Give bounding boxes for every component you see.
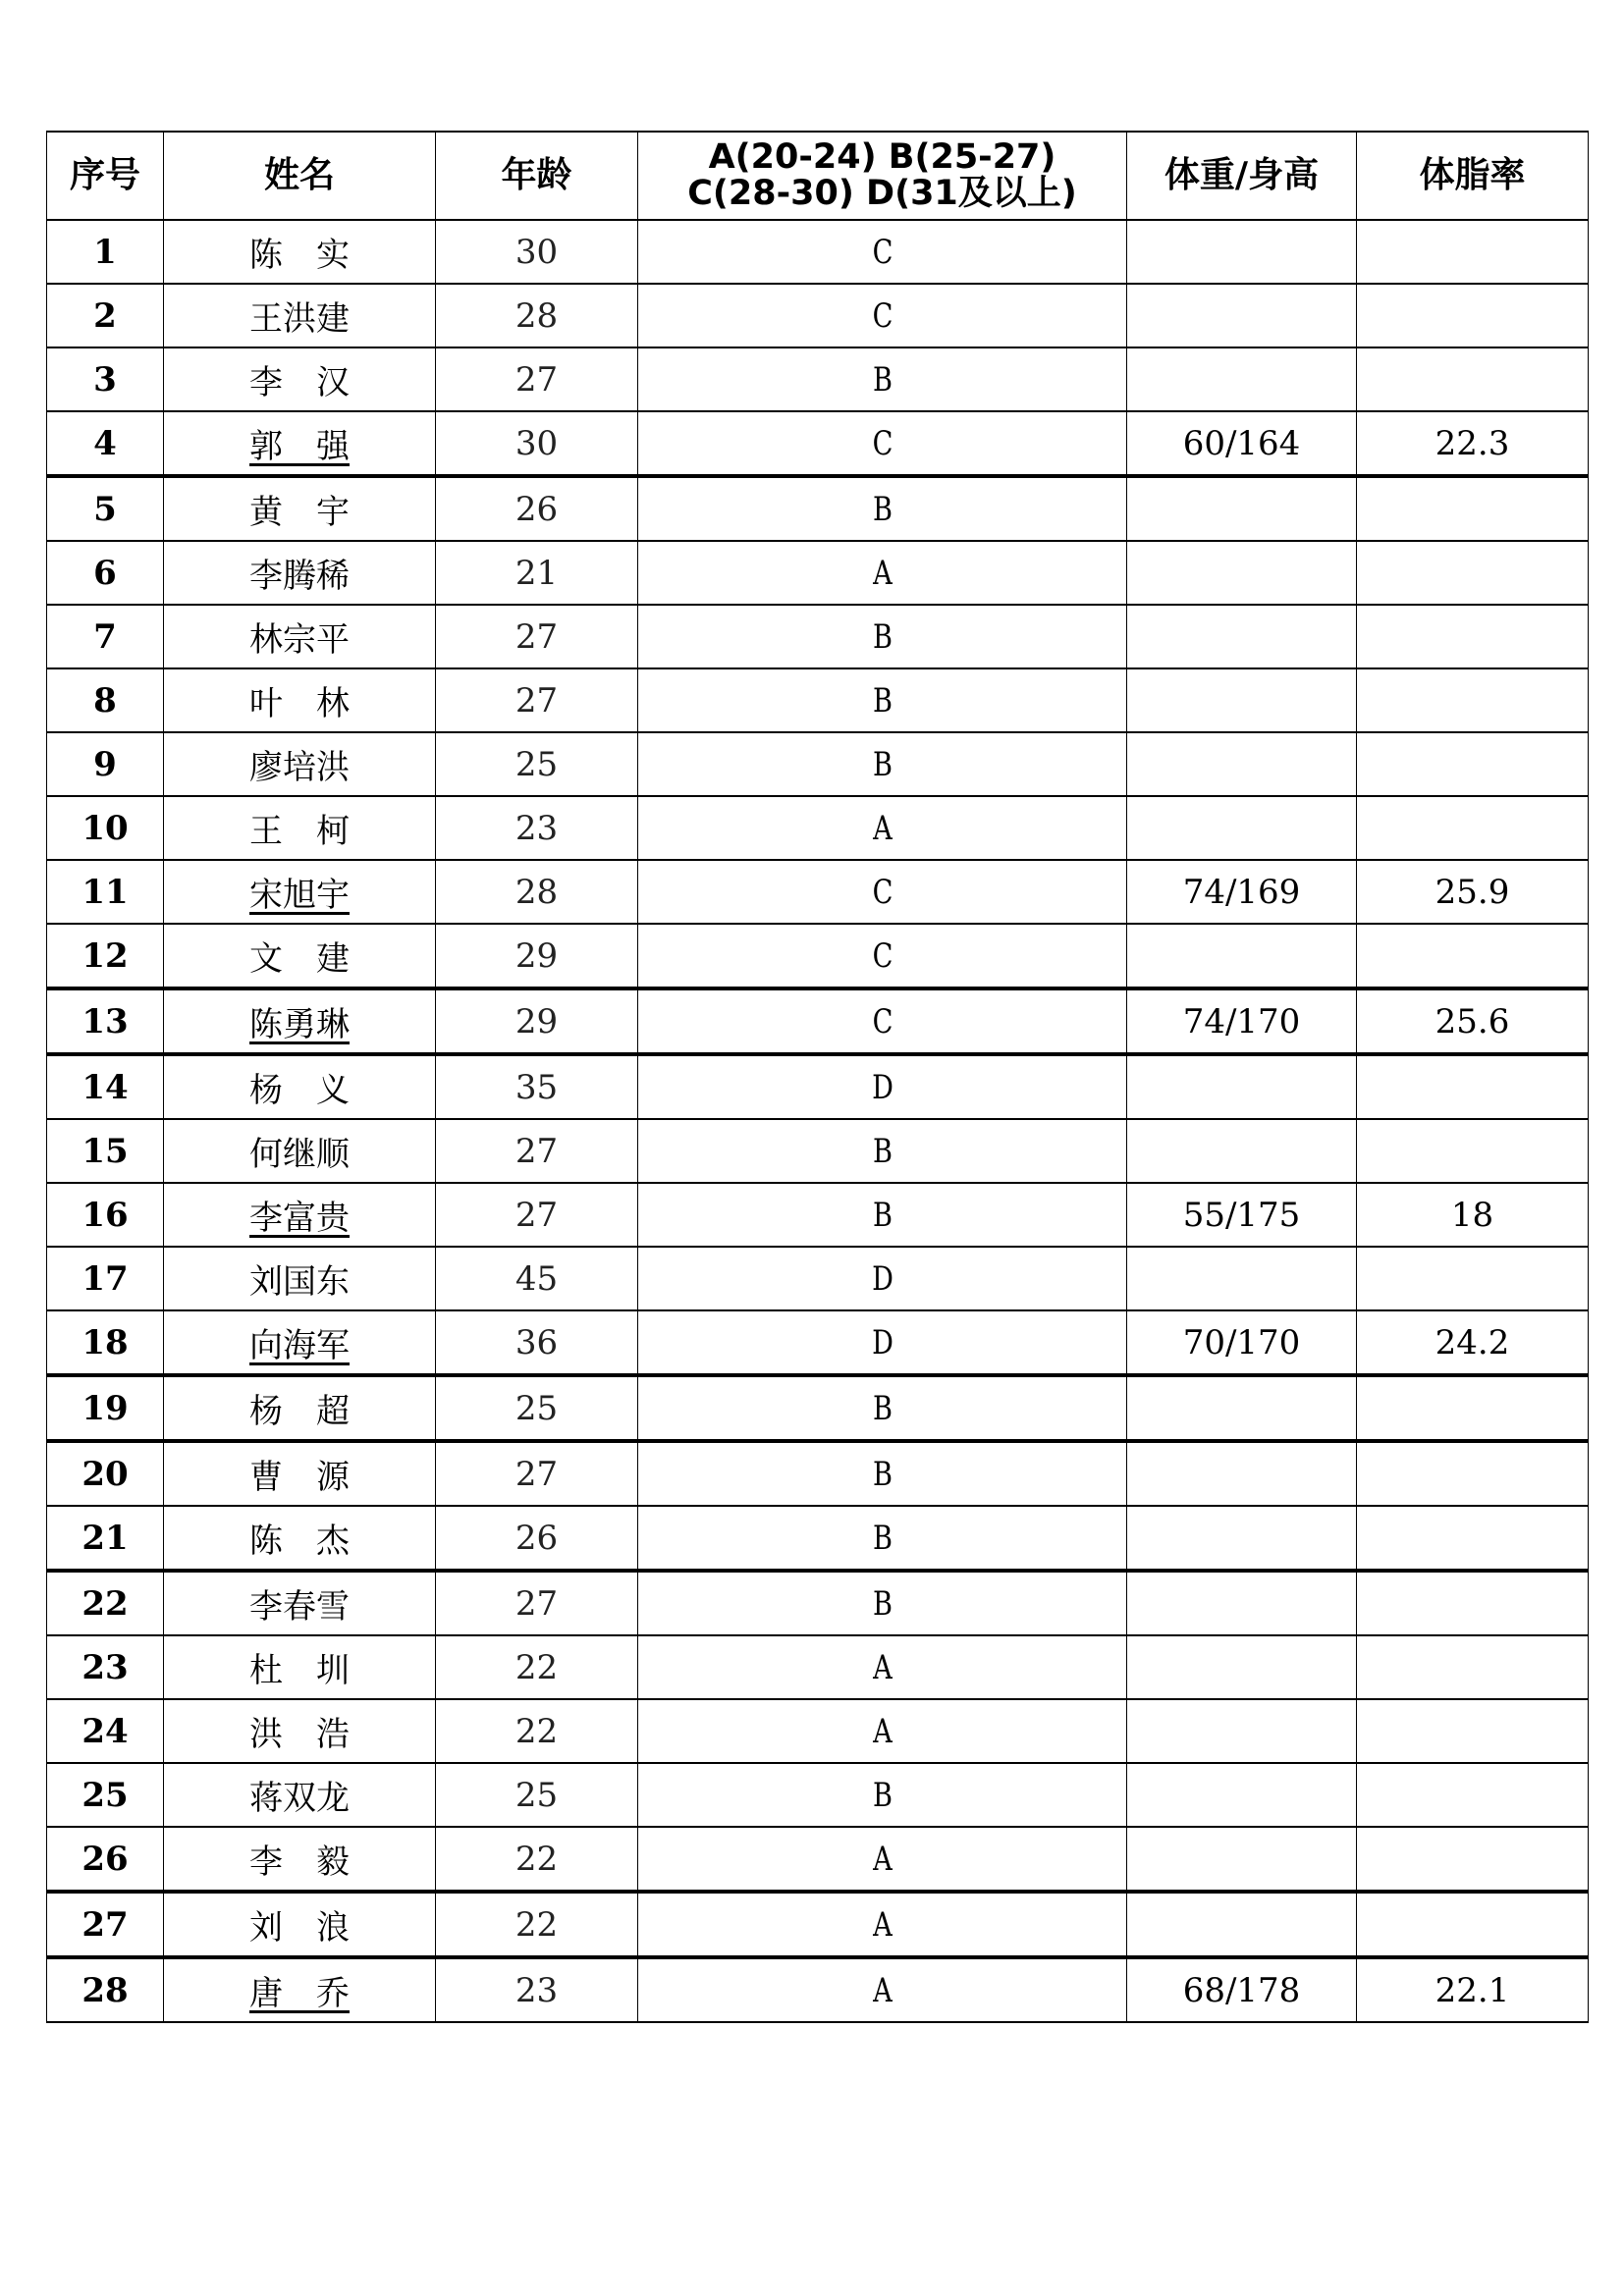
cell-index: 15: [47, 1119, 164, 1183]
cell-weight-height: [1127, 1699, 1357, 1763]
cell-body-fat: 22.3: [1357, 411, 1589, 476]
cell-name: [164, 1375, 436, 1441]
cell-body-fat: [1357, 1699, 1589, 1763]
cell-weight-height: [1127, 476, 1357, 541]
table-row: [47, 668, 1589, 732]
cell-name: [164, 1827, 436, 1892]
cell-index: 11: [47, 860, 164, 924]
cell-body-fat: [1357, 1247, 1589, 1310]
cell-name: [164, 1635, 436, 1699]
cell-index: 27: [47, 1892, 164, 1957]
cell-body-fat: [1357, 1054, 1589, 1119]
table-row: [47, 220, 1589, 284]
cell-name: [164, 1763, 436, 1827]
cell-body-fat: 25.9: [1357, 860, 1589, 924]
cell-name: [164, 732, 436, 796]
table-row: [47, 1827, 1589, 1892]
cell-body-fat: [1357, 1119, 1589, 1183]
cell-name: [164, 988, 436, 1054]
cell-age: 27: [436, 605, 638, 668]
cell-age-group: C: [686, 284, 1077, 347]
cell-weight-height: [1127, 1892, 1357, 1957]
cell-weight-height: [1127, 1119, 1357, 1183]
cell-weight-height: 55/175: [1127, 1183, 1357, 1247]
cell-index: 10: [47, 796, 164, 860]
name-text: 黄 宇: [249, 493, 350, 532]
name-text: 李 毅: [249, 1842, 350, 1882]
cell-age: 45: [436, 1247, 638, 1310]
cell-weight-height: [1127, 924, 1357, 988]
cell-body-fat: [1357, 732, 1589, 796]
cell-weight-height: [1127, 1247, 1357, 1310]
cell-body-fat: [1357, 1571, 1589, 1635]
cell-body-fat: 24.2: [1357, 1310, 1589, 1375]
cell-index: 19: [47, 1375, 164, 1441]
cell-weight-height: [1127, 1506, 1357, 1571]
cell-age-group: A: [686, 1827, 1077, 1892]
cell-name: [164, 1310, 436, 1375]
name-text: 杨 义: [249, 1071, 350, 1110]
cell-index: 26: [47, 1827, 164, 1892]
cell-age: 27: [436, 1441, 638, 1506]
table-row: [47, 1506, 1589, 1571]
table-row: [47, 796, 1589, 860]
cell-weight-height: [1127, 796, 1357, 860]
cell-age-group: D: [686, 1310, 1077, 1375]
name-text: 何继顺: [249, 1135, 350, 1174]
cell-name: [164, 1054, 436, 1119]
name-text: 唐 乔: [249, 1974, 350, 2013]
cell-age: 23: [436, 796, 638, 860]
table-row: [47, 732, 1589, 796]
cell-age-group: B: [686, 1506, 1077, 1571]
cell-name: [164, 1247, 436, 1310]
name-text: 宋旭宇: [249, 876, 350, 915]
cell-body-fat: [1357, 1441, 1589, 1506]
cell-age: 27: [436, 347, 638, 411]
cell-name: [164, 1506, 436, 1571]
cell-age-group: D: [686, 1247, 1077, 1310]
cell-index: 3: [47, 347, 164, 411]
cell-age: 29: [436, 988, 638, 1054]
cell-index: 28: [47, 1957, 164, 2022]
cell-index: 21: [47, 1506, 164, 1571]
cell-name: [164, 1957, 436, 2022]
cell-index: 25: [47, 1763, 164, 1827]
cell-weight-height: [1127, 732, 1357, 796]
cell-age-group: C: [686, 411, 1077, 476]
cell-age: 29: [436, 924, 638, 988]
table-row: [47, 1247, 1589, 1310]
cell-age-group: B: [686, 1441, 1077, 1506]
cell-age-group: C: [686, 860, 1077, 924]
table-row: [47, 541, 1589, 605]
cell-name: [164, 1119, 436, 1183]
cell-index: 24: [47, 1699, 164, 1763]
cell-body-fat: 18: [1357, 1183, 1589, 1247]
cell-age: 23: [436, 1957, 638, 2022]
cell-index: 1: [47, 220, 164, 284]
table-row: [47, 988, 1589, 1054]
table-row: [47, 1635, 1589, 1699]
cell-index: 18: [47, 1310, 164, 1375]
cell-age-group: B: [686, 476, 1077, 541]
table-row: [47, 1183, 1589, 1247]
cell-weight-height: 68/178: [1127, 1957, 1357, 2022]
name-text: 洪 浩: [249, 1715, 350, 1754]
cell-index: 23: [47, 1635, 164, 1699]
cell-age-group: D: [686, 1054, 1077, 1119]
name-text: 王洪建: [249, 299, 350, 339]
cell-body-fat: [1357, 1763, 1589, 1827]
name-text: 林宗平: [249, 620, 350, 660]
name-text: 叶 林: [249, 684, 350, 723]
cell-age: 30: [436, 220, 638, 284]
cell-age: 25: [436, 732, 638, 796]
table-row: [47, 1763, 1589, 1827]
cell-age-group: B: [686, 1119, 1077, 1183]
header-age-group-line1: A(20-24) B(25-27): [708, 137, 1056, 177]
cell-age-group: B: [686, 1375, 1077, 1441]
cell-name: [164, 668, 436, 732]
name-text: 蒋双龙: [249, 1779, 350, 1818]
cell-index: 2: [47, 284, 164, 347]
table-row: [47, 1892, 1589, 1957]
name-text: 杜 圳: [249, 1651, 350, 1690]
cell-age-group: A: [686, 1635, 1077, 1699]
table-row: [47, 924, 1589, 988]
roster-table: [46, 131, 1589, 2023]
cell-weight-height: 74/169: [1127, 860, 1357, 924]
table-row: [47, 284, 1589, 347]
cell-name: [164, 1571, 436, 1635]
cell-age-group: A: [686, 1957, 1077, 2022]
cell-body-fat: [1357, 796, 1589, 860]
cell-weight-height: [1127, 1827, 1357, 1892]
cell-body-fat: [1357, 1506, 1589, 1571]
cell-weight-height: [1127, 220, 1357, 284]
name-text: 李腾稀: [249, 557, 350, 596]
cell-age: 26: [436, 1506, 638, 1571]
cell-body-fat: 22.1: [1357, 1957, 1589, 2022]
cell-age: 35: [436, 1054, 638, 1119]
cell-weight-height: 60/164: [1127, 411, 1357, 476]
cell-index: 12: [47, 924, 164, 988]
name-text: 刘 浪: [249, 1908, 350, 1948]
cell-weight-height: [1127, 1054, 1357, 1119]
cell-age: 25: [436, 1375, 638, 1441]
table-row: [47, 605, 1589, 668]
header-index: 序号: [47, 132, 164, 220]
name-text: 陈勇琳: [249, 1005, 350, 1044]
cell-index: 14: [47, 1054, 164, 1119]
cell-name: [164, 796, 436, 860]
name-text: 杨 超: [249, 1392, 350, 1431]
header-row: [47, 132, 1589, 220]
cell-index: 5: [47, 476, 164, 541]
cell-weight-height: [1127, 541, 1357, 605]
table-row: [47, 1119, 1589, 1183]
cell-body-fat: [1357, 284, 1589, 347]
cell-name: [164, 605, 436, 668]
cell-index: 9: [47, 732, 164, 796]
cell-name: [164, 924, 436, 988]
cell-age-group: A: [686, 796, 1077, 860]
cell-weight-height: [1127, 1375, 1357, 1441]
cell-age: 25: [436, 1763, 638, 1827]
cell-weight-height: [1127, 668, 1357, 732]
cell-age-group: B: [686, 732, 1077, 796]
name-text: 李富贵: [249, 1199, 350, 1238]
table-row: [47, 1441, 1589, 1506]
cell-index: 4: [47, 411, 164, 476]
cell-index: 6: [47, 541, 164, 605]
cell-age-group: A: [686, 1892, 1077, 1957]
cell-body-fat: [1357, 605, 1589, 668]
table-row: [47, 1054, 1589, 1119]
cell-age-group: B: [686, 605, 1077, 668]
header-age-group-line2: C(28-30) D(31及以上): [687, 174, 1077, 213]
cell-age-group: C: [686, 220, 1077, 284]
table-row: [47, 1957, 1589, 2022]
cell-age: 22: [436, 1635, 638, 1699]
cell-age-group: B: [686, 668, 1077, 732]
name-text: 文 建: [249, 939, 350, 979]
cell-weight-height: [1127, 284, 1357, 347]
cell-weight-height: [1127, 1763, 1357, 1827]
header-body-fat: 体脂率: [1357, 132, 1589, 220]
table-row: [47, 860, 1589, 924]
cell-body-fat: [1357, 541, 1589, 605]
cell-age: 22: [436, 1892, 638, 1957]
name-text: 陈 杰: [249, 1522, 350, 1561]
header-weight-height: 体重/身高: [1127, 132, 1357, 220]
name-text: 李春雪: [249, 1587, 350, 1627]
cell-age: 27: [436, 1119, 638, 1183]
name-text: 廖培洪: [249, 748, 350, 787]
cell-age: 28: [436, 860, 638, 924]
cell-weight-height: [1127, 1571, 1357, 1635]
cell-name: [164, 220, 436, 284]
cell-weight-height: 70/170: [1127, 1310, 1357, 1375]
cell-index: 22: [47, 1571, 164, 1635]
header-age: 年龄: [436, 132, 638, 220]
cell-age: 22: [436, 1827, 638, 1892]
cell-body-fat: [1357, 924, 1589, 988]
table-row: [47, 476, 1589, 541]
cell-age: 27: [436, 668, 638, 732]
cell-age: 27: [436, 1183, 638, 1247]
cell-age: 22: [436, 1699, 638, 1763]
table-row: [47, 411, 1589, 476]
cell-body-fat: [1357, 220, 1589, 284]
cell-age: 36: [436, 1310, 638, 1375]
cell-name: [164, 347, 436, 411]
cell-age: 30: [436, 411, 638, 476]
cell-name: [164, 476, 436, 541]
cell-age-group: B: [686, 1571, 1077, 1635]
cell-body-fat: 25.6: [1357, 988, 1589, 1054]
name-text: 李 汉: [249, 363, 350, 402]
name-text: 刘国东: [249, 1262, 350, 1302]
cell-index: 16: [47, 1183, 164, 1247]
cell-index: 7: [47, 605, 164, 668]
cell-body-fat: [1357, 347, 1589, 411]
table-row: [47, 1375, 1589, 1441]
cell-index: 20: [47, 1441, 164, 1506]
cell-age-group: A: [686, 541, 1077, 605]
cell-body-fat: [1357, 1375, 1589, 1441]
cell-age: 21: [436, 541, 638, 605]
cell-index: 13: [47, 988, 164, 1054]
cell-body-fat: [1357, 476, 1589, 541]
name-text: 王 柯: [249, 812, 350, 851]
cell-name: [164, 860, 436, 924]
cell-age: 28: [436, 284, 638, 347]
cell-age: 27: [436, 1571, 638, 1635]
table-row: [47, 1699, 1589, 1763]
cell-age-group: A: [686, 1699, 1077, 1763]
cell-name: [164, 284, 436, 347]
cell-age-group: B: [686, 347, 1077, 411]
cell-name: [164, 1183, 436, 1247]
name-text: 陈 实: [249, 236, 350, 275]
cell-index: 8: [47, 668, 164, 732]
cell-weight-height: 74/170: [1127, 988, 1357, 1054]
cell-weight-height: [1127, 347, 1357, 411]
header-age-group: [638, 132, 1127, 220]
table-row: [47, 347, 1589, 411]
cell-body-fat: [1357, 1892, 1589, 1957]
cell-index: 17: [47, 1247, 164, 1310]
cell-name: [164, 1892, 436, 1957]
table-body: [47, 220, 1589, 2022]
cell-name: [164, 1441, 436, 1506]
cell-age-group: B: [686, 1183, 1077, 1247]
cell-weight-height: [1127, 605, 1357, 668]
name-text: 曹 源: [249, 1458, 350, 1497]
cell-body-fat: [1357, 1635, 1589, 1699]
cell-weight-height: [1127, 1441, 1357, 1506]
cell-body-fat: [1357, 1827, 1589, 1892]
cell-weight-height: [1127, 1635, 1357, 1699]
table-row: [47, 1571, 1589, 1635]
cell-age-group: C: [686, 988, 1077, 1054]
cell-name: [164, 541, 436, 605]
cell-age: 26: [436, 476, 638, 541]
cell-age-group: C: [686, 924, 1077, 988]
cell-name: [164, 1699, 436, 1763]
cell-body-fat: [1357, 668, 1589, 732]
name-text: 向海军: [249, 1326, 350, 1365]
header-name: 姓名: [164, 132, 436, 220]
cell-name: [164, 411, 436, 476]
name-text: 郭 强: [249, 427, 350, 466]
cell-age-group: B: [686, 1763, 1077, 1827]
table-row: [47, 1310, 1589, 1375]
